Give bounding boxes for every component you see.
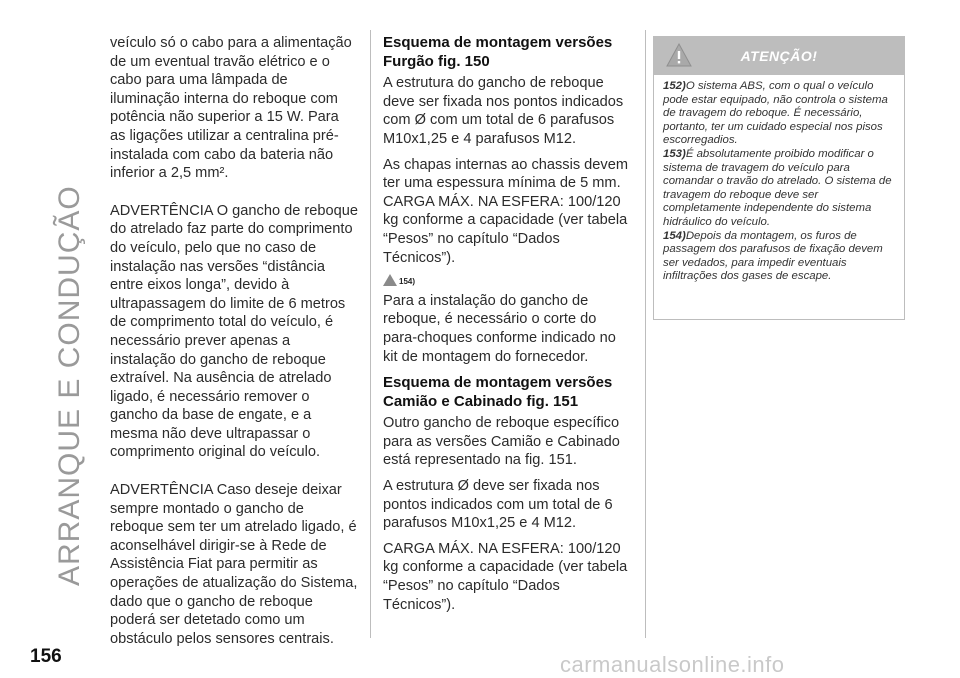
- warning-item: [663, 230, 897, 284]
- warning-triangle-icon: [383, 274, 397, 286]
- warning-item-number: 152): [663, 80, 686, 92]
- section-heading: Esquema de montagem versões Camião e Cabinado fig. 151: [383, 374, 613, 410]
- warning-body: [654, 75, 904, 284]
- watermark: carmanualsonline.info: [560, 652, 785, 677]
- paragraph: Outro gancho de reboque específico para as versões Camião e Cabinado está representado na fig. 151.: [383, 415, 620, 469]
- paragraph: A estrutura do gancho de reboque deve ser fixada nos pontos indicados com Ø com um total de 6 parafusos M10x1,25 e 4 parafusos M12.: [383, 75, 624, 147]
- paragraph: ADVERTÊNCIA O gancho de reboque do atrelado faz parte do comprimento do veículo, pelo que no caso de instalação nas versões “distância entre eixos longa”, devido à ultrapassagem do limite de 6 metros de comprimento total do veículo, é necessário prever apenas a instalação do gancho de reboque extraível. Na ausência de atrelado ligado, é necessário remover o gancho da base de engate, e a mesma não deve ultrapassar o comprimento original do veículo.: [110, 202, 358, 461]
- paragraph: CARGA MÁX. NA ESFERA: 100/120 kg conforme a capacidade (ver tabela “Pesos” no capítulo “Dados Técnicos”).: [383, 540, 628, 613]
- text-column-1: [110, 34, 358, 655]
- section-title: ARRANQUE E CONDUÇÃO: [53, 185, 86, 586]
- page-number: 156: [30, 646, 62, 667]
- warning-triangle-icon: [666, 43, 692, 67]
- paragraph: Para a instalação do gancho de reboque, é necessário o corte do para-choques conforme indicado no kit de montagem do fornecedor.: [383, 292, 616, 365]
- warning-item-number: 153): [663, 147, 686, 160]
- warning-item: [663, 80, 897, 148]
- warning-reference-number: 154): [399, 277, 416, 287]
- column-divider-1: [370, 30, 371, 638]
- warning-box: [653, 36, 905, 320]
- paragraph: A estrutura Ø deve ser fixada nos pontos indicados com um total de 6 parafusos M10x1,25 e 4 M12.: [383, 478, 613, 532]
- section-title-vertical: [50, 26, 90, 586]
- warning-item-number: 154): [663, 229, 686, 242]
- warning-item: [663, 148, 897, 230]
- column-divider-2: [645, 30, 646, 638]
- warning-title: ATENÇÃO!: [740, 48, 818, 64]
- text-column-2: [383, 34, 633, 621]
- paragraph: veículo só o cabo para a alimentação de um eventual travão elétrico e o cabo para uma lâmpada de iluminação interna do reboque com potência não superior a 15 W. Para as ligações utilizar a centralina pré-instalada com cabo da bateria não inferior a 2,5 mm².: [110, 35, 352, 182]
- section-heading: Esquema de montagem versões Furgão fig. 150: [383, 34, 613, 70]
- warning-item-text: É absolutamente proibido modificar o sistema de travagem do veículo para comandar o travão do atrelado. O sistema de travagem do reboque deve ser completamente independente do sistema hidráulico do veículo.: [663, 147, 892, 228]
- warning-item-text: Depois da montagem, os furos de passagem dos parafusos de fixação devem ser vedados, para impedir eventuais infiltrações dos gases de escape.: [663, 229, 883, 283]
- paragraph: ADVERTÊNCIA Caso deseje deixar sempre montado o gancho de reboque sem ter um atrelado ligado, é aconselhável dirigir-se à Rede de Assistência Fiat para permitir as operações de atualização do Sistema, dado que o gancho de reboque poderá ser detetado como um obstáculo pelos sensores centrais.: [110, 482, 358, 647]
- warning-reference: [383, 270, 415, 286]
- paragraph: As chapas internas ao chassis devem ter uma espessura mínima de 5 mm. CARGA MÁX. NA ESFERA: 100/120 kg conforme a capacidade (ver tabela “Pesos” no capítulo “Dados Técnicos”).: [383, 156, 628, 266]
- warning-item-text: O sistema ABS, com o qual o veículo pode estar equipado, não controla o sistema de travagem do reboque. É necessário, portanto, ter um cuidado especial nos pisos escorregadios.: [663, 80, 888, 147]
- warning-header: [654, 37, 904, 75]
